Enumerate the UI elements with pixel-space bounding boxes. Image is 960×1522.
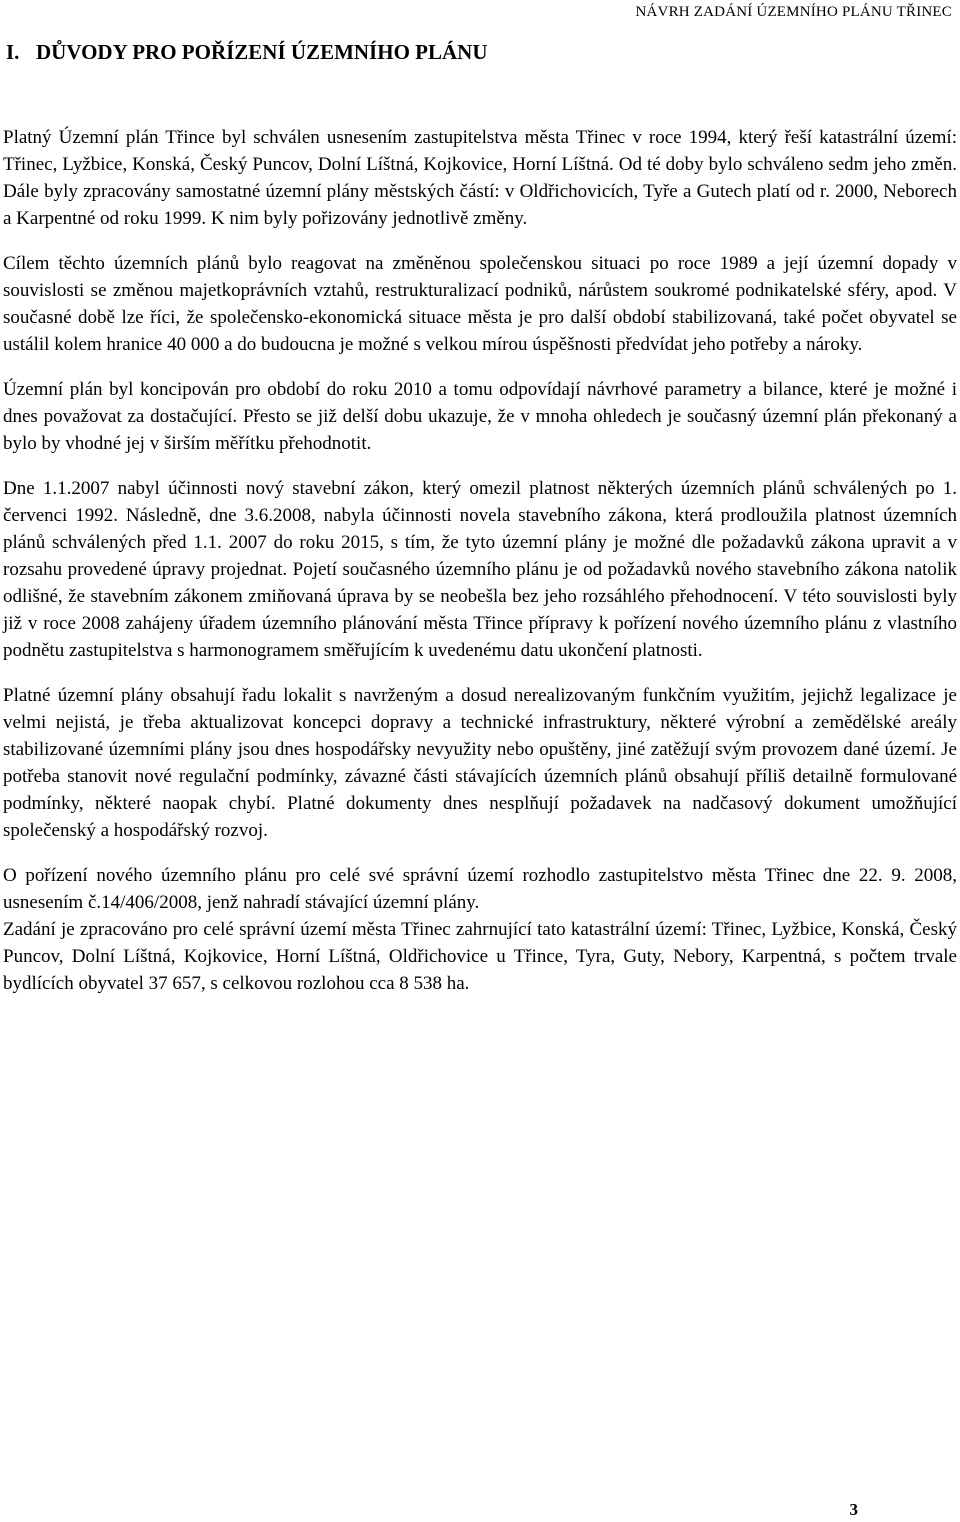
paragraph-plan-period: Územní plán byl koncipován pro období do roku 2010 a tomu odpovídají návrhové parametry a bilance, které je možné i dnes považovat za dostačující. Přesto se již delší dobu ukazuje, že v mnoha ohledech je současný územní plán překonaný a bylo by vhodné jej v širším měřítku přehodnotit. (3, 379, 957, 454)
section-heading (6, 40, 487, 65)
paragraph-plan-deficiencies: Platné územní plány obsahují řadu lokalit s navrženým a dosud nerealizovaným funkčním využitím, jejichž legalizace je velmi nejistá, je třeba aktualizovat koncepci dopravy a technické infrastruktury, některé výrobní a zemědělské areály stabilizované územními plány jsou dnes hospodářsky nevyužity nebo opuštěny, jiné zatěžují svým provozem dané území. Je potřeba stanovit nové regulační podmínky, závazné části stávajících územních plánů obsahují příliš detailně formulované podmínky, některé naopak chybí. Platné dokumenty dnes nesplňují požadavek na nadčasový dokument umožňující společenský a hospodářský rozvoj. (3, 685, 957, 841)
paragraph-current-plan: Platný Územní plán Třince byl schválen usnesením zastupitelstva města Třinec v roce 1994, který řeší katastrální území: Třinec, Lyžbice, Konská, Český Puncov, Dolní Líštná, Kojkovice, Horní Líštná. Od té doby bylo schváleno sedm jeho změn. Dále byly zpracovány samostatné územní plány městských částí: v Oldřichovicích, Tyře a Gutech platí od r. 2000, Neborech a Karpentné od roku 1999. K nim byly pořizovány jednotlivě změny. (3, 127, 957, 229)
paragraph-building-act: Dne 1.1.2007 nabyl účinnosti nový stavební zákon, který omezil platnost některých územních plánů schválených po 1. červenci 1992. Následně, dne 3.6.2008, nabyla účinnosti novela stavebního zákona, která prodloužila platnost územních plánů schválených před 1.1. 2007 do roku 2015, s tím, že tyto územní plány je možné dle požadavků zákona upravit a v rozsahu provedené úpravy projednat. Pojetí současného územního plánu je od požadavků nového stavebního zákona natolik odlišné, že stavebním zákonem zmiňovaná úprava by se neobešla bez jeho rozsáhlého přehodnocení. V této souvislosti byly již v roce 2008 zahájeny úřadem územního plánování města Třince přípravy k pořízení nového územního plánu z vlastního podnětu zastupitelstva s harmonogramem směřujícím k uvedenému datu ukončení platnosti. (3, 478, 957, 661)
section-title: DŮVODY PRO POŘÍZENÍ ÚZEMNÍHO PLÁNU (36, 40, 488, 64)
running-header: NÁVRH ZADÁNÍ ÚZEMNÍHO PLÁNU TŘINEC (635, 4, 952, 20)
paragraph-plan-goals: Cílem těchto územních plánů bylo reagovat na změněnou společenskou situaci po roce 1989 a její územní dopady v souvislosti se změnou majetkoprávních vztahů, restrukturalizací podniků, nárůstem soukromé podnikatelské sféry, apod. V současné době lze říci, že společensko-ekonomická situace města je pro další období stabilizovaná, také počet obyvatel se ustálil kolem hranice 40 000 a do budoucna je možné s velkou mírou úspěšnosti předvídat jeho potřeby a nároky. (3, 253, 957, 355)
page-number: 3 (849, 1500, 858, 1519)
paragraph-assignment-scope: Zadání je zpracováno pro celé správní území města Třinec zahrnující tato katastrální území: Třinec, Lyžbice, Konská, Český Puncov, Dolní Líštná, Kojkovice, Horní Líštná, Oldřichovice u Třince, Tyra, Guty, Nebory, Karpentná, s počtem trvale bydlících obyvatel 37 657, s celkovou rozlohou cca 8 538 ha. (3, 919, 957, 994)
paragraph-council-decision: O pořízení nového územního plánu pro celé své správní území rozhodlo zastupitelstvo města Třinec dne 22. 9. 2008, usnesením č.14/406/2008, jenž nahradí stávající územní plány. (3, 865, 957, 913)
document-body (3, 124, 957, 997)
section-number: I. (6, 40, 20, 64)
